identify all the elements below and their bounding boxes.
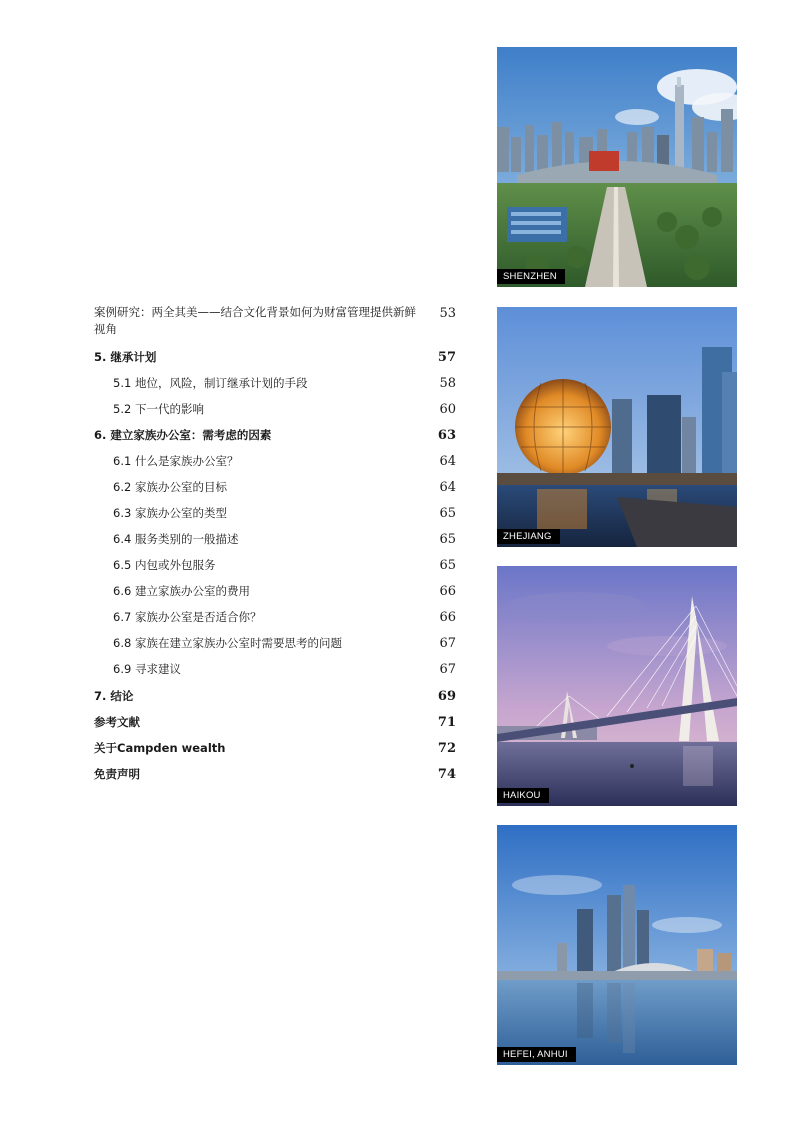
toc-entry-label: 免责声明 [94,767,140,781]
toc-entry-label: 6.1 什么是家族办公室？ [113,454,239,468]
toc-entry-page: 72 [437,741,456,756]
toc-entry-label: 7. 结论 [94,689,134,703]
toc-entry-label: 5.1 地位，风险，制订继承计划的手段 [113,376,308,390]
toc-entry-page: 65 [439,506,456,521]
zhejiang-cityscape-image [497,307,737,547]
toc-entry-page: 53 [439,306,456,321]
toc-entry-page: 66 [439,610,456,625]
toc-entry-page: 65 [439,532,456,547]
toc-entry-page: 60 [439,402,456,417]
city-caption: ZHEJIANG [497,529,560,544]
toc-entry-label: 5. 继承计划 [94,350,157,364]
toc-entry-page: 66 [439,584,456,599]
city-caption: HAIKOU [497,788,549,803]
toc-entry-label: 6.6 建立家族办公室的费用 [113,584,250,598]
toc-entry-page: 63 [437,428,456,443]
toc-entry-label: 关于Campden wealth [94,741,226,755]
toc-entry-label: 6.9 寻求建议 [113,662,181,676]
toc-entry-page: 67 [439,636,456,651]
hefei-photo [497,825,737,1065]
toc-entry-page: 71 [437,715,456,730]
toc-entry-page: 64 [439,480,456,495]
toc-entry-label: 6.7 家族办公室是否适合你？ [113,610,262,624]
toc-entry-page: 74 [437,767,456,782]
haikou-bridge-image [497,566,737,806]
toc-entry-label: 6.2 家族办公室的目标 [113,480,227,494]
shenzhen-photo [497,47,737,287]
toc-entry-page: 69 [437,689,456,704]
toc-entry-page: 58 [439,376,456,391]
toc-entry-label: 5.2 下一代的影响 [113,402,204,416]
toc-entry-label: 案例研究：两全其美——结合文化背景如何为财富管理提供新鲜视角 [94,305,416,336]
toc-entry-page: 57 [437,350,456,365]
toc-entry-label: 6.3 家族办公室的类型 [113,506,227,520]
toc-entry-label: 参考文献 [94,715,140,729]
hefei-skyline-image [497,825,737,1065]
toc-entry-page: 67 [439,662,456,677]
shenzhen-cityscape-image [497,47,737,287]
toc-entry-page: 64 [439,454,456,469]
toc-entry-label: 6.8 家族在建立家族办公室时需要思考的问题 [113,636,342,650]
toc-entry-label: 6.4 服务类别的一般描述 [113,532,239,546]
city-caption: SHENZHEN [497,269,565,284]
toc-entry-label: 6. 建立家族办公室：需考虑的因素 [94,428,272,442]
haikou-photo [497,566,737,806]
zhejiang-photo [497,307,737,547]
toc-entry-page: 65 [439,558,456,573]
toc-entry-case-study[interactable] [94,304,456,340]
city-caption: HEFEI, ANHUI [497,1047,576,1062]
toc-entry-label: 6.5 内包或外包服务 [113,558,216,572]
